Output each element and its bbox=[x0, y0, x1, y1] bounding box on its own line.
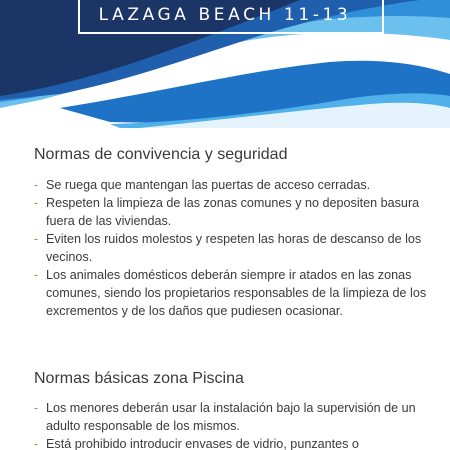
rules-list bbox=[34, 399, 434, 450]
section-heading: Normas básicas zona Piscina bbox=[34, 370, 244, 387]
list-item bbox=[34, 230, 434, 266]
section-heading: Normas de convivencia y seguridad bbox=[34, 146, 288, 163]
list-item bbox=[34, 194, 434, 230]
list-item-text: Respeten la limpieza de las zonas comunes y no depositen basura fuera de las viviendas. bbox=[46, 196, 420, 228]
list-item bbox=[34, 435, 434, 450]
rules-list bbox=[34, 176, 434, 320]
list-item-text: Los animales domésticos deberán siempre ir atados en las zonas comunes, siendo los propietarios responsables de la limpieza de los excrementos y de los daños que pudiesen ocasionar. bbox=[46, 268, 427, 318]
bullet-dash: - bbox=[34, 437, 39, 450]
bullet-dash: - bbox=[34, 232, 39, 246]
list-item bbox=[34, 399, 434, 435]
list-item bbox=[34, 266, 434, 320]
bullet-dash: - bbox=[34, 196, 39, 210]
bullet-dash: - bbox=[34, 401, 39, 415]
list-item-text: Los menores deberán usar la instalación bajo la supervisión de un adulto responsable de los mismos. bbox=[46, 401, 416, 433]
list-item-text: Se ruega que mantengan las puertas de acceso cerradas. bbox=[46, 178, 371, 192]
bullet-dash: - bbox=[34, 178, 39, 192]
header-title: LAZAGA BEACH 11-13 bbox=[98, 5, 352, 25]
bullet-dash: - bbox=[34, 268, 39, 282]
list-item bbox=[34, 176, 434, 194]
list-item-text: Está prohibido introducir envases de vidrio, punzantes o bbox=[46, 437, 359, 450]
list-item-text: Eviten los ruidos molestos y respeten las horas de descanso de los vecinos. bbox=[46, 232, 422, 264]
